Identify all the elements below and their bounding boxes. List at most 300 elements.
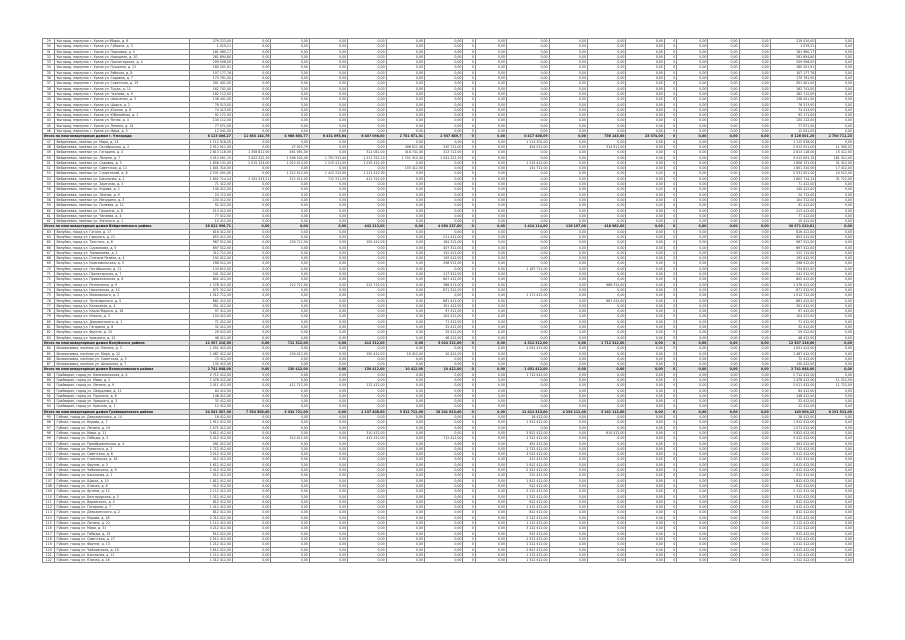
address-cell: Губкин, город ул. Дзержинского, д. 2 [55,510,190,515]
value-cell: 4 254 112,00 [549,409,587,414]
value-cell: 0,00 [677,197,708,202]
value-cell: 0 [664,510,676,515]
row-index-cell: 117 [43,531,55,536]
value-cell: 0,00 [739,272,770,277]
value-cell: 0,00 [475,277,506,282]
value-cell: 0,00 [549,425,587,430]
value-cell: 0,00 [475,39,506,44]
value-cell: 0 [463,144,475,149]
value-cell: 0,00 [549,256,587,261]
value-cell: 0,00 [677,340,708,345]
value-cell: 0 [463,314,475,319]
value-cell: 0,00 [626,446,664,451]
value-cell: 0,00 [507,155,550,160]
value-cell: 0,00 [271,404,309,409]
address-cell: Грайворон, город ул. Комсомольская, д. 4 [55,372,190,377]
value-cell: 0,00 [549,102,587,107]
value-cell: 0,00 [348,272,386,277]
value-cell: 301 401,00 [190,81,233,86]
value-cell: 3 512 712,00 [386,409,424,414]
value-cell: 0,00 [708,118,739,123]
value-cell: 241 312,00 [190,272,233,277]
value-cell: 0,00 [588,250,626,255]
value-cell: 0,00 [677,367,708,372]
value-cell: 0,00 [816,256,854,261]
value-cell: 0,00 [425,129,463,134]
address-cell: Губкин, город ул. Мира, д. 11 [55,430,190,435]
row-index-cell: 55 [43,182,55,187]
value-cell: 0,00 [677,293,708,298]
value-cell: 0,00 [549,335,587,340]
value-cell: 0,00 [549,468,587,473]
value-cell: 0,00 [816,203,854,208]
value-cell: 0,00 [677,129,708,134]
value-cell: 0 [664,70,676,75]
value-cell: 1 012 712,00 [190,293,233,298]
value-cell: 0 [463,39,475,44]
row-index-cell: 108 [43,483,55,488]
value-cell: 0,00 [386,473,424,478]
value-cell: 0 [664,298,676,303]
value-cell: 0,00 [348,76,386,81]
value-cell: 0,00 [507,203,550,208]
value-cell: 0,00 [626,319,664,324]
value-cell: 0,00 [309,91,347,96]
address-cell: Грайворон, город ул. Мира, д. 2 [55,378,190,383]
value-cell: 0,00 [271,277,309,282]
value-cell: 1 801 310,00 [770,166,816,171]
value-cell: 0,00 [233,383,271,388]
value-cell: 0,00 [708,536,739,541]
value-cell: 0,00 [708,420,739,425]
value-cell: 0,00 [475,76,506,81]
value-cell: 150 412,00 [271,367,309,372]
value-cell: 0,00 [425,552,463,557]
value-cell: 0,00 [309,293,347,298]
value-cell: 0,00 [309,192,347,197]
value-cell: 1 712 412,00 [507,446,550,451]
value-cell: 0,00 [475,446,506,451]
value-cell: 151 712,00 [507,166,550,171]
value-cell: 0 [463,107,475,112]
value-cell: 0,00 [739,123,770,128]
value-cell: 0,00 [507,118,550,123]
value-cell: 0 [664,309,676,314]
address-cell: Ушгород, переулок г. Урала ул Уборы, д. 6 [55,39,190,44]
value-cell: 0,00 [739,144,770,149]
value-cell: 0,00 [626,272,664,277]
value-cell: 0,00 [233,266,271,271]
value-cell: 967 512,00 [770,240,816,245]
value-cell: 0,00 [348,457,386,462]
address-cell: Вейделевка, посёлок ул. Чапаева, д. 4 [55,213,190,218]
value-cell: 0,00 [309,314,347,319]
value-cell: 0,00 [739,335,770,340]
value-cell: 0,00 [233,65,271,70]
value-cell: 0,00 [626,515,664,520]
value-cell: 0,00 [386,415,424,420]
value-cell: 1 812 412,00 [190,478,233,483]
value-cell: 29 412,00 [425,330,463,335]
value-cell: 0,00 [309,81,347,86]
value-cell: 912 412,00 [770,483,816,488]
value-cell: 3 212 412,00 [507,526,550,531]
value-cell: 0,00 [309,76,347,81]
value-cell: 0,00 [271,393,309,398]
value-cell: 457 312,00 [425,245,463,250]
value-cell: 0 [664,526,676,531]
value-cell: 0,00 [739,266,770,271]
value-cell: 0,00 [233,446,271,451]
value-cell: 0,00 [386,420,424,425]
value-cell: 0,00 [626,399,664,404]
value-cell: 0 [664,54,676,59]
value-cell: 0 [664,383,676,388]
value-cell: 0,00 [626,314,664,319]
value-cell: 0,00 [816,415,854,420]
value-cell: 0,00 [816,240,854,245]
value-cell: 1 312 412,00 [770,558,816,563]
value-cell: 0 [664,319,676,324]
value-cell: 0,00 [271,452,309,457]
value-cell: 0,00 [677,383,708,388]
value-cell: 0,00 [626,208,664,213]
value-cell: 0,00 [816,282,854,287]
value-cell: 1 215 412,00 [507,160,550,165]
value-cell: 0,00 [425,118,463,123]
value-cell: 0 [664,166,676,171]
value-cell: 0,00 [386,224,424,229]
address-cell: Губкин, город ул. Гагарина, д. 7 [55,505,190,510]
value-cell: 0,00 [475,240,506,245]
value-cell: 0 [463,187,475,192]
value-cell: 0 [463,430,475,435]
value-cell: 0 [463,250,475,255]
value-cell: 2 412 412,00 [507,468,550,473]
value-cell: 1 712 412,00 [190,446,233,451]
value-cell: 0,00 [708,483,739,488]
value-cell: 0,00 [588,346,626,351]
value-cell: 2 612 412,00 [190,547,233,552]
address-cell: Грайворон, город ул. Ленина, д. 9 [55,383,190,388]
value-cell: 77 071,00 [190,123,233,128]
value-cell: 0,00 [348,113,386,118]
value-cell: 0 [664,483,676,488]
value-cell: 134 612,00 [770,266,816,271]
address-cell: Ушгород, переулок г. Урала ул. Ясная, д. 4 [55,118,190,123]
value-cell: 0,00 [739,319,770,324]
value-cell: 1 212 412,00 [190,542,233,547]
value-cell: 0,00 [626,367,664,372]
value-cell: 0 [463,378,475,383]
value-cell: 0 [463,182,475,187]
value-cell: 0,00 [386,330,424,335]
value-cell: 0,00 [549,383,587,388]
value-cell: 0,00 [386,483,424,488]
value-cell: 0,00 [549,213,587,218]
value-cell: 0 [664,240,676,245]
value-cell: 0,00 [708,76,739,81]
value-cell: 0,00 [475,60,506,65]
value-cell: 0,00 [309,65,347,70]
address-cell: Валуйки, город ул. Резниченко, д. 9 [55,282,190,287]
value-cell: 0,00 [233,399,271,404]
value-cell: 180 201,91 [770,65,816,70]
value-cell: 0,00 [739,129,770,134]
value-cell: 0,00 [309,208,347,213]
value-cell: 0,00 [816,372,854,377]
value-cell: 0,00 [677,494,708,499]
value-cell: 0 [463,425,475,430]
value-cell: 0,00 [309,319,347,324]
value-cell: 312 412,00 [271,436,309,441]
value-cell: 0,00 [233,208,271,213]
value-cell: 0,00 [739,388,770,393]
address-cell: Вейделевка, посёлок ул. Пушкина, д. 8 [55,208,190,213]
value-cell: 0,00 [309,393,347,398]
value-cell: 0,00 [816,340,854,345]
value-cell: 491 412,00 [190,441,233,446]
value-cell: 213 412,00 [770,208,816,213]
value-cell: 0 [463,70,475,75]
value-cell: 0,00 [475,187,506,192]
value-cell: 0,00 [677,266,708,271]
value-cell: 104 312,00 [770,197,816,202]
value-cell: 0,00 [677,319,708,324]
value-cell: 0,00 [507,245,550,250]
value-cell: 1 912 412,00 [770,420,816,425]
value-cell: 0,00 [739,425,770,430]
value-cell: 0,00 [816,213,854,218]
value-cell: 0,00 [386,499,424,504]
value-cell: 1 912 412,00 [190,420,233,425]
value-cell: 0,00 [739,510,770,515]
value-cell: 219 410,00 [770,39,816,44]
value-cell: 0,00 [708,123,739,128]
address-cell: Ушгород, переулок г. Урала ул. Шевченко, д. 3 [55,97,190,102]
value-cell: 0,00 [588,473,626,478]
address-cell: Губкин, город ул. Фрунзе, д. 3 [55,462,190,467]
value-cell: 77 412,00 [770,213,816,218]
value-cell: 0,00 [626,346,664,351]
value-cell: 301 401,00 [770,81,816,86]
value-cell: 0,00 [549,325,587,330]
value-cell: 0,00 [309,346,347,351]
address-cell: Губкин, город ул. Советская, д. 8 [55,452,190,457]
value-cell: 0,00 [425,452,463,457]
value-cell: 0,00 [386,39,424,44]
value-cell: 0,00 [386,298,424,303]
value-cell: 0 [463,441,475,446]
value-cell: 150 412,00 [271,351,309,356]
value-cell: 0,00 [677,303,708,308]
value-cell: 0,00 [626,452,664,457]
value-cell: 0,00 [425,81,463,86]
row-index-cell: 58 [43,197,55,202]
value-cell: 712 412,00 [425,436,463,441]
row-index-cell: 91 [43,388,55,393]
value-cell: 0,00 [739,536,770,541]
value-cell: 0 [463,60,475,65]
value-cell: 0,00 [739,340,770,345]
value-cell: 0,00 [507,425,550,430]
row-index-cell: 85 [43,351,55,356]
value-cell: 0,00 [233,293,271,298]
value-cell: 0,00 [739,250,770,255]
value-cell: 0,00 [309,256,347,261]
value-cell: 0,00 [233,494,271,499]
value-cell: 0 [664,293,676,298]
value-cell: 0 [664,118,676,123]
value-cell: 0,00 [425,462,463,467]
value-cell: 0,00 [549,303,587,308]
value-cell: 0,00 [507,49,550,54]
value-cell: 0,00 [677,229,708,234]
address-cell: Ушгород, переулок г. Урала ул. Чкалова, д. 9 [55,91,190,96]
value-cell: 0 [463,134,475,139]
value-cell: 0,00 [549,197,587,202]
address-cell: Губкин, город ул. Школьная, д. 1 [55,473,190,478]
value-cell: 496 011,46 [386,144,424,149]
value-cell: 0,00 [677,60,708,65]
value-cell: 0,00 [677,182,708,187]
subtotal-label: Итого по многоквартирным домам Волоконовского района [43,367,190,372]
value-cell: 0,00 [739,378,770,383]
value-cell: 0 [463,240,475,245]
row-index-cell: 114 [43,515,55,520]
value-cell: 155 412,00 [386,166,424,171]
value-cell: 1 215 411,00 [309,160,347,165]
value-cell: 0,00 [677,558,708,563]
value-cell: 298 512,00 [190,261,233,266]
value-cell: 0,00 [708,287,739,292]
value-cell: 461 091,00 [271,150,309,155]
value-cell: 209 506,00 [770,60,816,65]
value-cell: 0,00 [549,182,587,187]
value-cell: 0,00 [309,356,347,361]
value-cell: 0,00 [549,203,587,208]
value-cell: 0,00 [475,208,506,213]
value-cell: 0,00 [708,494,739,499]
value-cell: 0 [463,468,475,473]
value-cell: 0,00 [677,399,708,404]
value-cell: 0,00 [271,203,309,208]
value-cell: 0,00 [507,197,550,202]
value-cell: 0,00 [233,250,271,255]
value-cell: 97 412,00 [190,309,233,314]
value-cell: 0,00 [626,245,664,250]
value-cell: 0 [664,192,676,197]
value-cell: 0,00 [475,86,506,91]
value-cell: 0,00 [309,404,347,409]
value-cell: 0,00 [475,54,506,59]
value-cell: 0 [664,436,676,441]
value-cell: 0 [463,372,475,377]
value-cell: 612 412,00 [507,499,550,504]
value-cell: 0,00 [233,452,271,457]
value-cell: 0,00 [626,139,664,144]
value-cell: 0 [463,319,475,324]
value-cell: 2 612 412,00 [770,547,816,552]
value-cell: 0,00 [677,187,708,192]
value-cell: 0,00 [475,319,506,324]
value-cell: 0,00 [348,452,386,457]
value-cell: 0,00 [271,287,309,292]
value-cell: 0,00 [386,70,424,75]
value-cell: 0,00 [475,293,506,298]
value-cell: 0,00 [588,404,626,409]
address-cell: Ушгород, переулок г. Урала ул. Труда, д. 11 [55,86,190,91]
value-cell: 0,00 [271,97,309,102]
value-cell: 0,00 [233,483,271,488]
row-index-cell: 65 [43,240,55,245]
value-cell: 0,00 [708,367,739,372]
value-cell: 0,00 [588,97,626,102]
value-cell: 0,00 [708,441,739,446]
value-cell: 104 412,00 [425,314,463,319]
value-cell: 0,00 [475,113,506,118]
value-cell: 0 [463,76,475,81]
value-cell: 0,00 [425,457,463,462]
value-cell: 0,00 [739,139,770,144]
value-cell: 0 [664,261,676,266]
value-cell: 0,00 [425,473,463,478]
value-cell: 0,00 [309,107,347,112]
value-cell: 0 [463,44,475,49]
value-cell: 0,00 [271,107,309,112]
value-cell: 0,00 [233,86,271,91]
value-cell: 0,00 [549,446,587,451]
value-cell: 0,00 [816,430,854,435]
address-cell: Ушгород, переулок г. Урала ул. Садовая, д. 7 [55,76,190,81]
value-cell: 0,00 [677,483,708,488]
value-cell: 0,00 [475,123,506,128]
value-cell: 2 712 412,00 [190,372,233,377]
value-cell: 0 [664,515,676,520]
value-cell: 0,00 [475,234,506,239]
value-cell: 0,00 [739,309,770,314]
value-cell: 412 412,00 [190,457,233,462]
value-cell: 5 141 112,00 [588,409,626,414]
row-index-cell: 47 [43,139,55,144]
value-cell: 0,00 [626,372,664,377]
value-cell: 0,00 [425,213,463,218]
value-cell: 3 012 412,00 [190,452,233,457]
value-cell: 0,00 [739,356,770,361]
value-cell: 0 [463,409,475,414]
value-cell: 0 [463,160,475,165]
value-cell: 1 051 412,00 [507,367,550,372]
value-cell: 92 171,00 [190,113,233,118]
value-cell: 0,00 [309,39,347,44]
value-cell: 0,00 [309,425,347,430]
value-cell: 0,00 [549,113,587,118]
value-cell: 0,00 [309,499,347,504]
value-cell: 0,00 [309,266,347,271]
value-cell: 0,00 [739,558,770,563]
value-cell: 2 531 001,00 [190,171,233,176]
row-index-cell: 70 [43,266,55,271]
value-cell: 0 [463,478,475,483]
value-cell: 0,00 [739,60,770,65]
value-cell: 0,00 [677,489,708,494]
value-cell: 0,00 [475,483,506,488]
value-cell: 0,00 [271,430,309,435]
value-cell: 0,00 [475,229,506,234]
value-cell: 612 412,00 [190,499,233,504]
value-cell: 912 412,00 [770,531,816,536]
address-cell: Губкин, город ул. Ленина, д. 19 [55,425,190,430]
